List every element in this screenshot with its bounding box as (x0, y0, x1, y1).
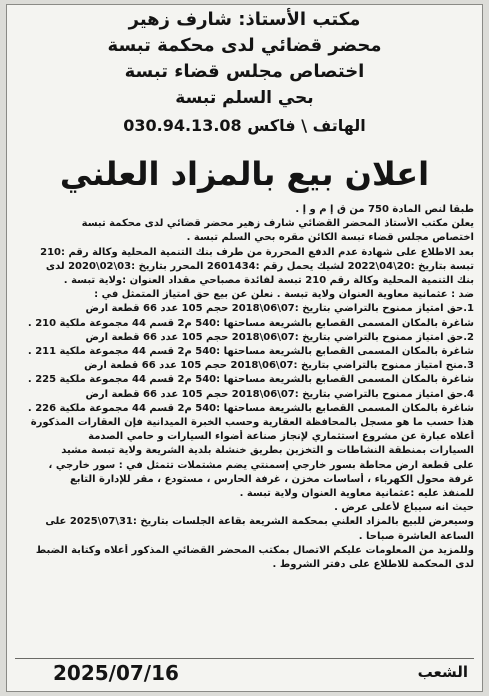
body-line: أعلاه عبارة عن مشروع استثماري لإنجاز صناعة أضواء السيارات و حامي الصدمة (88, 431, 474, 443)
body-line: السيارات بمنطقة النشاطات و التخزين بطريق خنشلة بلدية الشريعة ولاية تبسة مشيد (61, 445, 474, 457)
body-line: وللمزيد من المعلومات عليكم الاتصال بمكتب المحضر القضائي المذكور أعلاه وكتابة الضبط (35, 544, 474, 556)
body-line: يعلن مكتب الأستاذ المحضر القضائي شارف زهير محضر قضائي لدى محكمة تبسة (81, 218, 474, 230)
body-line: تبسة بتاريخ :20\04\2022 لشيك يحمل رقم :2601434 المحرر بتاريخ :03\02\2020 لدى (45, 260, 474, 272)
announcement-title: اعلان بيع بالمزاد العلني (59, 155, 430, 193)
phone-fax: الهاتف \ فاكس 030.94.13.08 (123, 116, 366, 135)
body-line: للمنفذ عليه :عثمانية معاوية العنوان ولاية تبسة . (239, 488, 474, 500)
body-line: شاغرة بالمكان المسمى القصابع بالشريعة مساحتها :540 م2 قسم 44 مجموعة ملكية 210 . (27, 317, 474, 329)
body-line: على قطعة ارض محاطة بسور خارجي إسمنتي يضم مشتملات تتمثل في : سور خارجي ، (48, 459, 474, 471)
office-header (7, 7, 482, 139)
office-name: مكتب الأستاذ: شارف زهير (128, 9, 361, 30)
body-line: بنك التنمية المحلية وكالة رقم 210 تبسة لفائدة مصباحي مقداد العنوان :ولاية تبسة . (63, 275, 474, 287)
body-line: شاغرة بالمكان المسمى القصابع بالشريعة مساحتها :540 م2 قسم 44 مجموعة ملكية 225 . (27, 374, 474, 386)
body-line: الساعة العاشرة صباحا . (358, 530, 474, 542)
body-line: غرفة محول الكهرباء ، أساسات مخزن ، غرفة الحارس ، مستودع ، مقر للإدارة التابع (69, 473, 474, 485)
body-line: 2.حق امتياز ممنوح بالتراضي بتاريخ :07\06\2018 حجم 105 عدد 66 قطعة ارض (85, 331, 474, 343)
announcement-page (6, 4, 483, 692)
body-line: طبقا لنص المادة 750 من ق إ م و إ . (295, 204, 474, 215)
page-footer (15, 658, 474, 685)
body-line: شاغرة بالمكان المسمى القصابع بالشريعة مساحتها :540 م2 قسم 44 مجموعة ملكية 211 . (27, 346, 474, 358)
newspaper-name: الشعب (417, 663, 468, 681)
body-line: هذا حسب ما هو مسجل بالمحافظة العقارية وحسب الخبرة الميدانية فإن العقارات المذكورة (30, 417, 474, 429)
office-address: بحي السلم تبسة (175, 88, 314, 108)
bailiff-title: محضر قضائي لدى محكمة تبسة (107, 35, 382, 56)
body-line: 1.حق امتياز ممنوح بالتراضي بتاريخ :07\06\2018 حجم 105 عدد 66 قطعة ارض (85, 303, 474, 315)
body-line: 4.حق امتياز ممنوح بالتراضي بتاريخ :07\06\2018 حجم 105 عدد 66 قطعة ارض (85, 388, 474, 400)
announcement-body (15, 203, 474, 572)
publication-date: 2025/07/16 (53, 661, 179, 685)
body-line: حيث انه سيباع لأعلى عرض . (334, 502, 474, 514)
body-line: لدى المحكمة للاطلاع على دفتر الشروط . (272, 559, 474, 571)
body-line: بعد الاطلاع على شهادة عدم الدفع المحررة من طرف بنك التنمية المحلية وكالة رقم :210 (40, 246, 474, 258)
body-line: اختصاص مجلس قضاء تبسة الكائن مقره بحي السلم تبسة . (186, 232, 474, 244)
jurisdiction: اختصاص مجلس قضاء تبسة (124, 61, 365, 82)
body-line: وسيعرض للبيع بالمزاد العلني بمحكمة الشريعة بقاعة الجلسات بتاريخ :31\07\2025 على (45, 516, 474, 528)
body-line: شاغرة بالمكان المسمى القصابع بالشريعة مساحتها :540 م2 قسم 44 مجموعة ملكية 226 . (27, 402, 474, 414)
body-line: ضد : عثمانية معاوية العنوان ولاية تبسة . نعلن عن بيع حق امتياز المتمثل في : (94, 289, 474, 301)
body-line: 3.منح امتياز ممنوح بالتراضي بتاريخ :07\06\2018 حجم 105 عدد 66 قطعة ارض (84, 360, 474, 372)
